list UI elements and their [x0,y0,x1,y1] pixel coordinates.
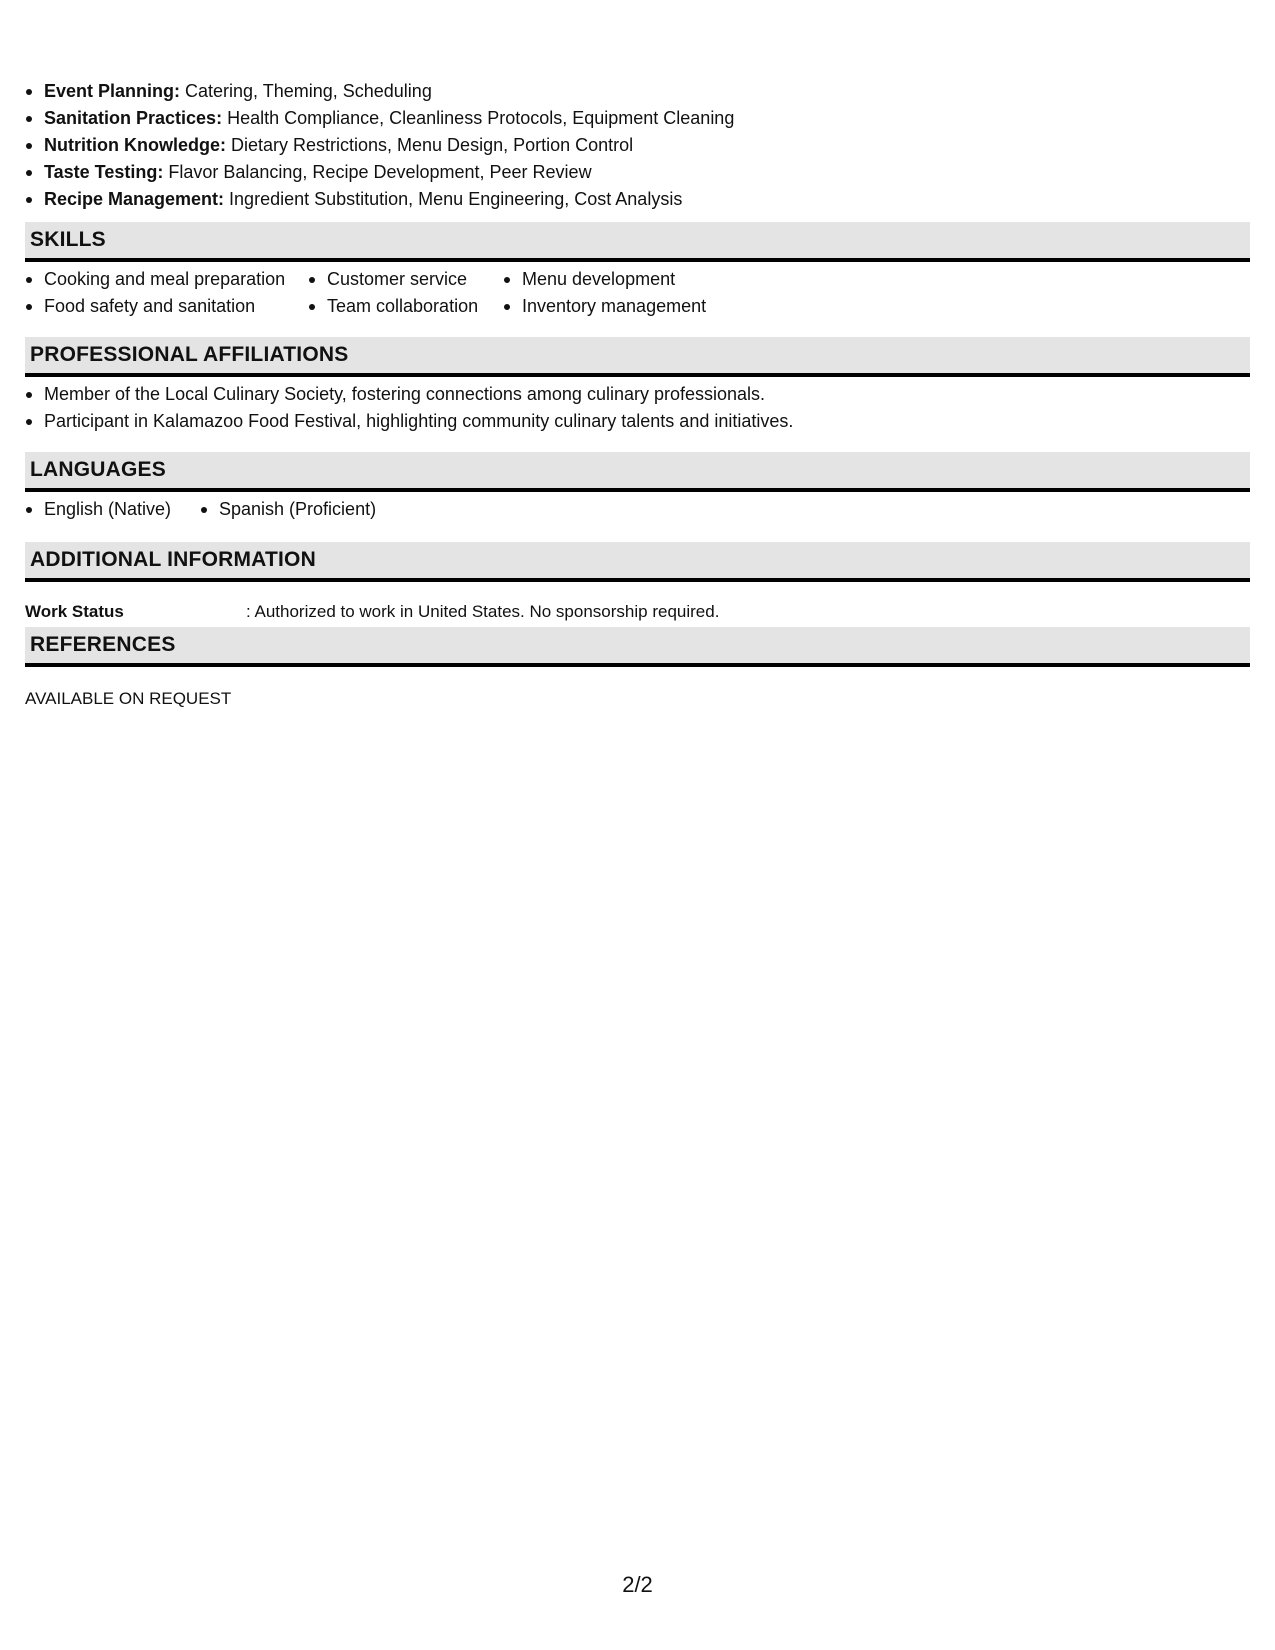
list-item: Customer service [308,266,503,293]
list-item [25,78,734,105]
affiliations-section-header [25,337,1250,377]
expertise-label: Taste Testing: [44,162,164,182]
list-item: Participant in Kalamazoo Food Festival, highlighting community culinary talents and initiatives. [25,408,793,435]
references-heading: REFERENCES [30,633,176,656]
list-item: Inventory management [503,293,733,320]
page-number: 2/2 [622,1572,653,1597]
expertise-text: Ingredient Substitution, Menu Engineering, Cost Analysis [224,189,683,209]
affiliations-heading: PROFESSIONAL AFFILIATIONS [30,343,349,366]
work-status-value: : Authorized to work in United States. No sponsorship required. [246,602,720,621]
list-item: Food safety and sanitation [25,293,308,320]
references-section-header [25,627,1250,667]
skills-column-1 [25,266,308,320]
list-item: Cooking and meal preparation [25,266,308,293]
languages-column-2 [200,496,420,523]
expertise-text: Catering, Theming, Scheduling [180,81,432,101]
list-item: Spanish (Proficient) [200,496,420,523]
languages-section-header [25,452,1250,492]
additional-info-heading: ADDITIONAL INFORMATION [30,548,316,571]
skills-column-2 [308,266,503,320]
affiliations-list [25,381,793,435]
list-item: English (Native) [25,496,200,523]
list-item [25,132,734,159]
skills-columns [25,266,733,320]
list-item: Member of the Local Culinary Society, fostering connections among culinary professionals. [25,381,793,408]
expertise-text: Health Compliance, Cleanliness Protocols, Equipment Cleaning [222,108,735,128]
list-item: Menu development [503,266,733,293]
languages-heading: LANGUAGES [30,458,166,481]
list-item: Team collaboration [308,293,503,320]
expertise-text: Flavor Balancing, Recipe Development, Peer Review [163,162,592,182]
references-text: AVAILABLE ON REQUEST [25,689,232,708]
list-item [25,105,734,132]
additional-info-section-header [25,542,1250,582]
expertise-label: Nutrition Knowledge: [44,135,226,155]
skills-heading: SKILLS [30,228,106,251]
skills-section-header [25,222,1250,262]
expertise-list [25,78,734,213]
list-item [25,186,734,213]
expertise-text: Dietary Restrictions, Menu Design, Portion Control [225,135,634,155]
expertise-label: Event Planning: [44,81,181,101]
expertise-label: Recipe Management: [44,189,225,209]
expertise-label: Sanitation Practices: [44,108,223,128]
work-status-label: Work Status [25,602,124,621]
languages-column-1 [25,496,200,523]
skills-column-3 [503,266,733,320]
languages-columns [25,496,420,523]
list-item [25,159,734,186]
